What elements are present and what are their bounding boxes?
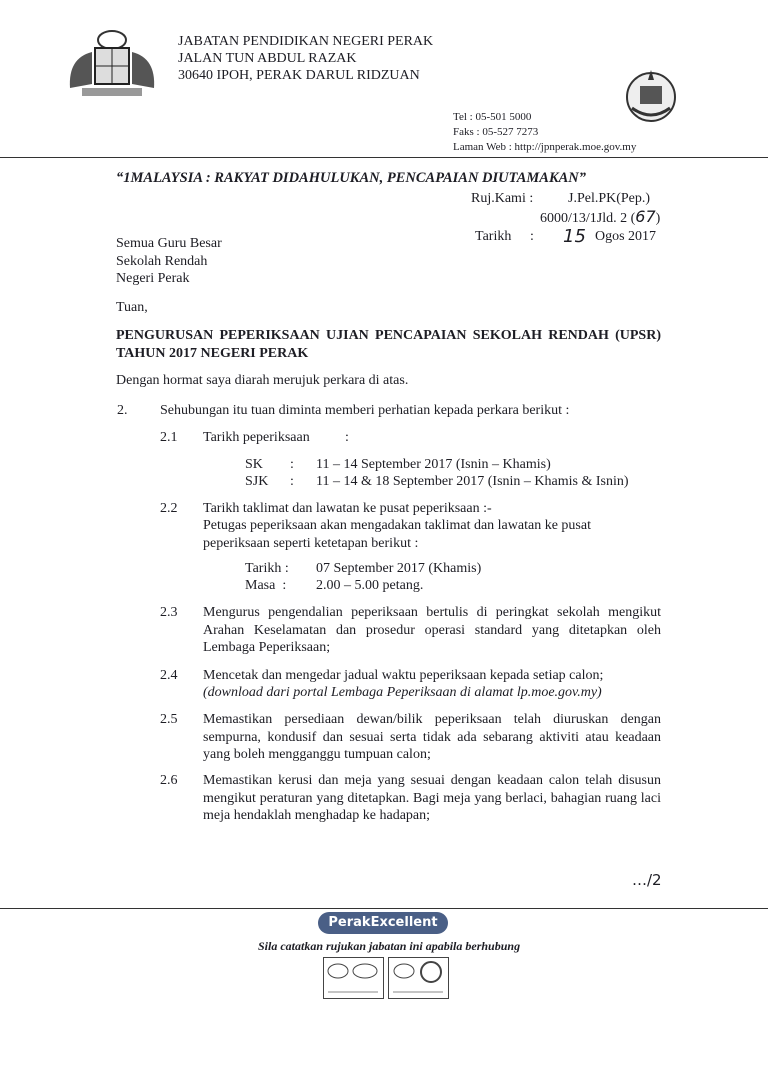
fax: Faks : 05-527 7273 (453, 126, 539, 138)
ruj-value-2 (540, 208, 660, 227)
item-text: Mencetak dan mengedar jadual waktu peperiksaan kepada setiap calon; (203, 668, 604, 683)
handwritten-day: 15 (563, 226, 586, 247)
certification-badges-icon (323, 957, 449, 999)
footer-divider (0, 908, 768, 909)
org-street: JALAN TUN ABDUL RAZAK (178, 51, 357, 66)
item-colon: : (345, 430, 349, 445)
item-num: 2.6 (160, 773, 178, 788)
ruj-label: Ruj.Kami : (471, 191, 534, 206)
item-note: (download dari portal Lembaga Peperiksaan di alamat lp.moe.gov.my) (203, 685, 602, 700)
tarikh-value: Ogos 2017 (595, 229, 657, 244)
item-text: Tarikh peperiksaan (203, 430, 310, 445)
org-city: 30640 IPOH, PERAK DARUL RIDZUAN (178, 68, 420, 83)
slogan: “1MALAYSIA : RAKYAT DIDAHULUKAN, PENCAPAIAN DIUTAMAKAN” (116, 170, 587, 186)
item-body: Petugas peperiksaan akan mengadakan taklimat dan lawatan ke pusat peperiksaan seperti ketetapan berikut : (203, 518, 591, 551)
perak-emblem-icon (622, 66, 680, 124)
item-num: 2.1 (160, 430, 178, 445)
item-num: 2.2 (160, 501, 178, 516)
page-continuation: …/2 (632, 871, 662, 889)
recipient-line: Sekolah Rendah (116, 254, 208, 269)
row-label: Masa : (245, 578, 287, 593)
tarikh-colon: : (530, 229, 534, 244)
recipient-line: Semua Guru Besar (116, 236, 222, 251)
row-value: 11 – 14 September 2017 (Isnin – Khamis) (316, 457, 551, 472)
item-text: Memastikan persediaan dewan/bilik peperiksaan telah diuruskan dengan sempurna, kondusif dan sesuai serta tidak ada sebarang aktiviti atau keadaan yang boleh mengganggu tumpuan calon; (203, 712, 661, 762)
salutation: Tuan, (116, 300, 148, 315)
website: Laman Web : http://jpnperak.moe.gov.my (453, 141, 637, 153)
intro: Dengan hormat saya diarah merujuk perkara di atas. (116, 373, 409, 388)
row-label: SK (245, 457, 263, 472)
row-label: Tarikh : (245, 561, 289, 576)
row-colon: : (290, 457, 294, 472)
subject: PENGURUSAN PEPERIKSAAN UJIAN PENCAPAIAN SEKOLAH RENDAH (UPSR) TAHUN 2017 NEGERI PERAK (116, 328, 661, 361)
item-text: Memastikan kerusi dan meja yang sesuai dengan keadaan calon telah disusun mengikut peraturan yang ditetapkan. Bagi meja yang berlaci, bahagian ruang laci meja hendaklah menghadap ke hadapan; (203, 773, 661, 823)
row-value: 07 September 2017 (Khamis) (316, 561, 482, 576)
tarikh-label: Tarikh (475, 229, 512, 244)
row-colon: : (290, 474, 294, 489)
item-num: 2.4 (160, 668, 178, 683)
header-divider (0, 157, 768, 158)
item-text: Tarikh taklimat dan lawatan ke pusat peperiksaan :- (203, 501, 492, 516)
ruj-value: J.Pel.PK(Pep.) (568, 191, 651, 206)
para2-text: Sehubungan itu tuan diminta memberi perhatian kepada perkara berikut : (160, 403, 570, 418)
ruj-number: 6000/13/1Jld. 2 ( (540, 211, 636, 226)
perak-excellent-logo: PerakExcellent (318, 912, 448, 934)
org-name: JABATAN PENDIDIKAN NEGERI PERAK (178, 34, 434, 49)
row-value: 2.00 – 5.00 petang. (316, 578, 424, 593)
tel: Tel : 05-501 5000 (453, 111, 532, 123)
ruj-close: ) (655, 211, 661, 226)
malaysia-coat-of-arms-icon (62, 28, 162, 100)
item-num: 2.5 (160, 712, 178, 727)
item-text: Mengurus pengendalian peperiksaan bertulis di peringkat sekolah mengikut Arahan Keselamatan dan prosedur operasi standard yang ditetapkan oleh Lembaga Peperiksaan; (203, 605, 661, 655)
handwritten-ref: 67 (635, 207, 656, 226)
row-label: SJK (245, 474, 269, 489)
recipient-line: Negeri Perak (116, 271, 190, 286)
para2-num: 2. (117, 403, 128, 418)
item-num: 2.3 (160, 605, 178, 620)
footer-note: Sila catatkan rujukan jabatan ini apabila berhubung (258, 939, 521, 953)
row-value: 11 – 14 & 18 September 2017 (Isnin – Khamis & Isnin) (316, 474, 629, 489)
